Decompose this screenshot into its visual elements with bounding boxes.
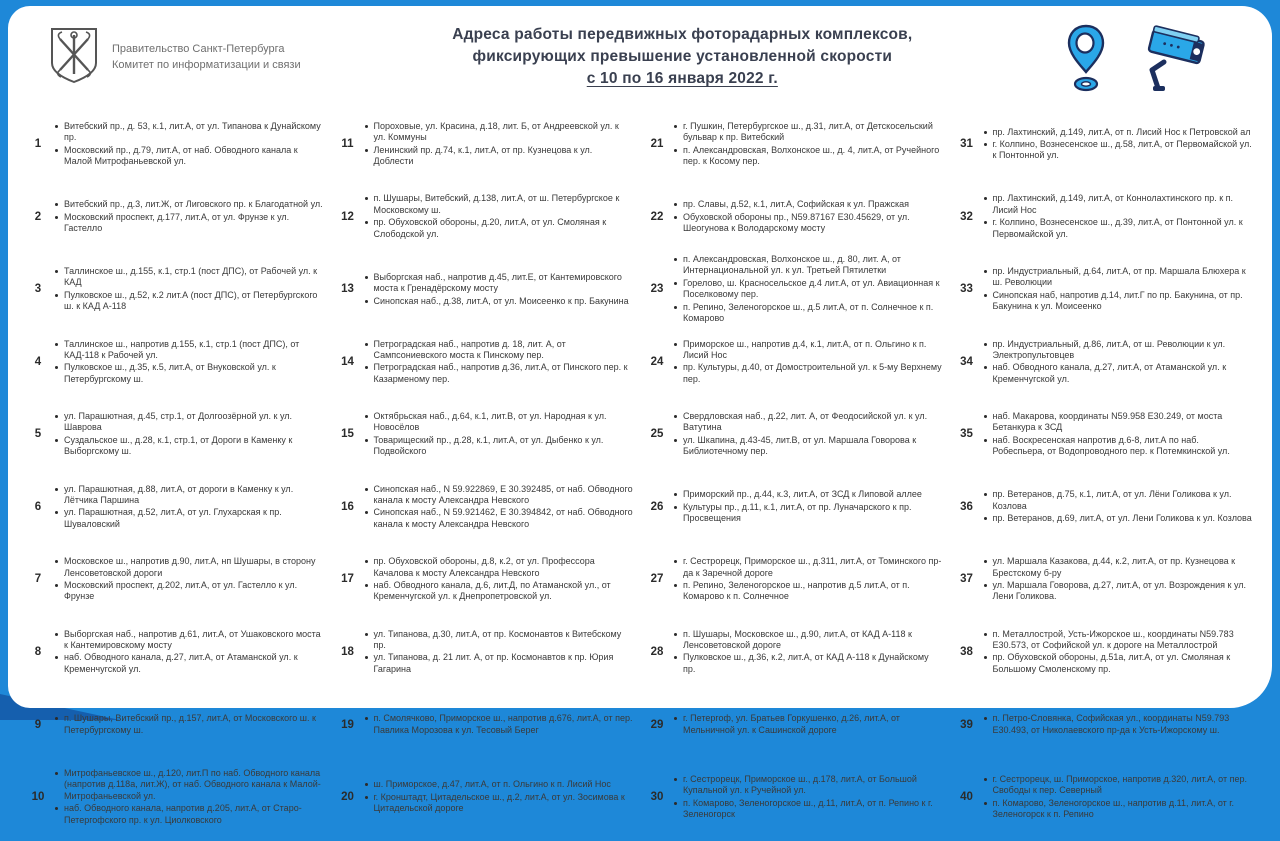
entry <box>338 712 634 737</box>
address-item: г. Петергоф, ул. Братьев Горкушенко, д.26, лит.А, от Мельничной ул. к Сашинской дороге <box>672 713 943 736</box>
address-item: ул. Типанова, д. 21 лит. А, от пр. Космонавтов к пр. Юрия Гагарина <box>363 652 634 675</box>
address-item: Приморский пр., д.44, к.3, лит.А, от ЗСД к Липовой аллее <box>672 489 943 500</box>
entry-address-list <box>53 410 324 459</box>
entry-number: 30 <box>650 791 664 804</box>
entry-address-list <box>53 628 324 677</box>
entry <box>338 192 634 241</box>
address-item: наб. Обводного канала, д.27, лит.А, от Атаманской ул. к Кременчугской ул. <box>982 362 1253 385</box>
entry-address-list <box>53 338 324 387</box>
entry-address-list <box>53 120 324 169</box>
entry-number: 40 <box>960 791 973 804</box>
address-item: ул. Маршала Казакова, д.44, к.2, лит.А, от пр. Кузнецова к Брестскому б-ру <box>982 556 1253 579</box>
address-item: Синопская наб., д.38, лит.А, от ул. Моисеенко к пр. Бакунина <box>363 296 634 307</box>
address-item: пр. Ветеранов, д.75, к.1, лит.А, от ул. Лёни Голикова к ул. Козлова <box>982 489 1253 512</box>
entry <box>647 488 943 525</box>
entry <box>28 712 324 737</box>
entry <box>338 555 634 604</box>
entry-address-list <box>363 192 634 241</box>
entry <box>957 712 1253 737</box>
address-item: Выборгская наб., напротив д.61, лит.А, от Ушаковского моста к Кантемировскому мосту <box>53 629 324 652</box>
entry-address-list <box>363 338 634 387</box>
entry <box>28 198 324 235</box>
address-item: п. Металлострой, Усть-Ижорское ш., координаты N59.783 E30.573, от Софийской ул. к дороге на Металлострой <box>982 629 1253 652</box>
address-item: Октябрьская наб., д.64, к.1, лит.В, от ул. Народная к ул. Новосёлов <box>363 411 634 434</box>
entry <box>647 338 943 387</box>
address-item: г. Колпино, Вознесенское ш., д.58, лит.А, от Первомайской ул. к Понтонной ул. <box>982 139 1253 162</box>
content-card <box>8 6 1272 825</box>
entry-number: 15 <box>341 428 354 441</box>
address-item: г. Сестрорецк, Приморское ш., д.311, лит.А, от Томинского пр-да к Заречной дороге <box>672 556 943 579</box>
entry-number: 10 <box>31 791 45 804</box>
title-line2: фиксирующих превышение установленной скорости <box>472 48 893 65</box>
address-item: ул. Маршала Говорова, д.27, лит.А, от ул. Возрождения к ул. Лени Голикова. <box>982 580 1253 603</box>
address-item: Витебский пр., д.3, лит.Ж, от Лиговского пр. к Благодатной ул. <box>53 199 324 210</box>
address-item: Петроградская наб., напротив д. 18, лит. А, от Сампсониевского моста к Пинскому пер. <box>363 339 634 362</box>
entry-address-list <box>672 628 943 677</box>
entry-number: 39 <box>960 718 973 731</box>
entry <box>338 410 634 459</box>
entry-address-list <box>363 410 634 459</box>
address-item: п. Шушары, Витебский, д.138, лит.А, от ш. Петербургское к Московскому ш. <box>363 193 634 216</box>
address-item: п. Шушары, Московское ш., д.90, лит.А, от КАД А-118 к Ленсоветовской дороге <box>672 629 943 652</box>
entry <box>957 265 1253 314</box>
address-item: Московский проспект, д.202, лит.А, от ул. Гастелло к ул. Фрунзе <box>53 580 324 603</box>
entry-address-list <box>982 410 1253 459</box>
address-item: г. Пушкин, Петербургское ш., д.31, лит.А, от Детскосельский бульвар к пр. Витебский <box>672 121 943 144</box>
address-item: Синопская наб., N 59.922869, E 30.392485, от наб. Обводного канала к мосту Александра Невского <box>363 484 634 507</box>
entry-address-list <box>672 120 943 169</box>
address-item: пр. Культуры, д.40, от Домостроительной ул. к 5-му Верхнему пер. <box>672 362 943 385</box>
address-item: пр. Лахтинский, д.149, лит.А, от п. Лисий Нос к Петровской ал <box>982 127 1253 138</box>
org-line1: Правительство Санкт-Петербурга <box>112 42 285 55</box>
entry-number: 21 <box>650 138 664 151</box>
entry-address-list <box>53 555 324 604</box>
address-item: Приморское ш., напротив д.4, к.1, лит.А, от п. Ольгино к п. Лисий Нос <box>672 339 943 362</box>
entry-number: 12 <box>341 210 354 223</box>
address-item: п. Комарово, Зеленогорское ш., напротив д.11, лит.А, от г. Зеленогорск к п. Репино <box>982 798 1253 821</box>
location-pin-icon <box>1064 22 1108 99</box>
entry <box>957 488 1253 525</box>
entry <box>338 778 634 815</box>
address-item: п. Смолячково, Приморское ш., напротив д.676, лит.А, от пер. Павлика Морозова к ул. Тесовый Берег <box>363 713 634 736</box>
entry-address-list <box>672 338 943 387</box>
entry <box>28 410 324 459</box>
entry-number: 33 <box>960 283 973 296</box>
entry-address-list <box>672 198 943 235</box>
entry-address-list <box>363 271 634 308</box>
entry <box>957 773 1253 822</box>
address-item: Пулковское ш., д.52, к.2 лит.А (пост ДПС), от Петербургского ш. к КАД А-118 <box>53 290 324 313</box>
entry <box>28 767 324 827</box>
address-item: Свердловская наб., д.22, лит. А, от Феодосийской ул. к ул. Ватутина <box>672 411 943 434</box>
entry-address-list <box>363 778 634 815</box>
address-item: п. Александровская, Волхонское ш., д. 80, лит. А, от Интернациональной ул. к ул. Третьей Пятилетки <box>672 254 943 277</box>
address-item: ул. Парашютная, д.52, лит.А, от ул. Глухарская к пр. Шуваловский <box>53 507 324 530</box>
entry <box>647 773 943 822</box>
entry <box>338 338 634 387</box>
entry-address-list <box>982 265 1253 314</box>
entry <box>28 338 324 387</box>
entry-number: 17 <box>341 573 354 586</box>
entry-address-list <box>363 628 634 677</box>
spb-government-logo <box>48 26 100 89</box>
entry-number: 2 <box>34 210 42 223</box>
entry <box>957 410 1253 459</box>
address-item: Пулковское ш., д.35, к.5, лит.А, от Внуковской ул. к Петербургскому ш. <box>53 362 324 385</box>
address-item: Выборгская наб., напротив д.45, лит.Е, от Кантемировского моста к Гренадёрскому мосту <box>363 272 634 295</box>
address-item: наб. Обводного канала, напротив д.205, лит.А, от Старо-Петергофского пр. к ул. Циолковского <box>53 803 324 826</box>
address-item: наб. Обводного канала, д.27, лит.А, от Атаманской ул. к Кременчугской ул. <box>53 652 324 675</box>
address-item: Обуховской обороны пр., N59.87167 E30.45629, от ул. Шеогунова к Володарскому мосту <box>672 212 943 235</box>
entry-number: 38 <box>960 645 973 658</box>
address-item: пр. Ветеранов, д.69, лит.А, от ул. Лени Голикова к ул. Козлова <box>982 513 1253 524</box>
entry-address-list <box>363 555 634 604</box>
entry-address-list <box>363 712 634 737</box>
entry-number: 23 <box>650 283 664 296</box>
entry <box>338 120 634 169</box>
entry-number: 34 <box>960 355 973 368</box>
entry-number: 25 <box>650 428 664 441</box>
entry-address-list <box>982 126 1253 163</box>
entry-number: 27 <box>650 573 664 586</box>
cctv-camera-icon <box>1134 22 1218 99</box>
entry <box>28 265 324 314</box>
address-item: наб. Воскресенская напротив д.6-8, лит.А по наб. Робеспьера, от Водопроводного пер. к Потемкинской ул. <box>982 435 1253 458</box>
entry-address-list <box>672 773 943 822</box>
entry <box>338 628 634 677</box>
entry-address-list <box>982 488 1253 525</box>
address-item: п. Репино, Зеленогорское ш., д.5 лит.А, от п. Солнечное к п. Комарово <box>672 302 943 325</box>
address-item: пр. Лахтинский, д.149, лит.А, от Коннолахтинского пр. к п. Лисий Нос <box>982 193 1253 216</box>
entry <box>957 555 1253 604</box>
address-item: Синопская наб., N 59.921462, E 30.394842, от наб. Обводного канала к мосту Александра Невского <box>363 507 634 530</box>
entry <box>647 198 943 235</box>
entry-number: 7 <box>34 573 42 586</box>
address-item: Митрофаньевское ш., д.120, лит.П по наб. Обводного канала (напротив д.118а, лит.Ж), от наб. Обводного канала к Малой-Митрофаньевской ул. <box>53 768 324 802</box>
entry-number: 4 <box>34 355 42 368</box>
entry-address-list <box>53 265 324 314</box>
entry-number: 11 <box>341 138 354 151</box>
entry-number: 22 <box>650 210 664 223</box>
address-item: наб. Макарова, координаты N59.958 E30.249, от моста Бетанкура к ЗСД <box>982 411 1253 434</box>
address-item: пр. Славы, д.52, к.1, лит.А, Софийская к ул. Пражская <box>672 199 943 210</box>
address-item: Культуры пр., д.11, к.1, лит.А, от пр. Луначарского к пр. Просвещения <box>672 502 943 525</box>
entry <box>28 483 324 532</box>
entry-number: 31 <box>960 138 973 151</box>
address-item: г. Сестрорецк, ш. Приморское, напротив д.320, лит.А, от пер. Свободы к пер. Северный <box>982 774 1253 797</box>
header-icons <box>1064 22 1218 99</box>
entry-address-list <box>982 192 1253 241</box>
entry-address-list <box>982 712 1253 737</box>
entries-grid <box>26 104 1254 841</box>
address-item: пр. Обуховской обороны, д.8, к.2, от ул. Профессора Качалова к мосту Александра Невского <box>363 556 634 579</box>
address-item: п. Репино, Зеленогорское ш., напротив д.5 лит.А, от п. Комарово к п. Солнечное <box>672 580 943 603</box>
header <box>26 6 1254 104</box>
address-item: п. Петро-Словянка, Софийская ул., координаты N59.793 E30.493, от Николаевского пр-да к Усть-Ижорскому ш. <box>982 713 1253 736</box>
entry-number: 9 <box>34 718 42 731</box>
address-item: Таллинское ш., д.155, к.1, стр.1 (пост ДПС), от Рабочей ул. к КАД <box>53 266 324 289</box>
entry <box>957 338 1253 387</box>
address-item: п. Шушары, Витебский пр., д.157, лит.А, от Московского ш. к Петербургскому ш. <box>53 713 324 736</box>
entry-number: 37 <box>960 573 973 586</box>
entry-number: 6 <box>34 500 42 513</box>
entry-address-list <box>53 767 324 827</box>
entry-address-list <box>672 253 943 326</box>
org-line2: Комитет по информатизации и связи <box>112 58 301 71</box>
address-item: наб. Обводного канала, д.6, лит.Д, по Атаманской ул., от Кременчугской ул. к Днепропетровской ул. <box>363 580 634 603</box>
address-item: Московский проспект, д.177, лит.А, от ул. Фрунзе к ул. Гастелло <box>53 212 324 235</box>
entry-number: 8 <box>34 645 42 658</box>
entry-address-list <box>363 483 634 532</box>
entry-number: 13 <box>341 283 354 296</box>
address-item: ул. Парашютная, д.45, стр.1, от Долгоозёрной ул. к ул. Шаврова <box>53 411 324 434</box>
entry <box>28 628 324 677</box>
entry-number: 29 <box>650 718 664 731</box>
address-item: г. Колпино, Вознесенское ш., д.39, лит.А, от Понтонной ул. к Первомайской ул. <box>982 217 1253 240</box>
entry-number: 24 <box>650 355 664 368</box>
address-item: г. Кронштадт, Цитадельское ш., д.2, лит.А, от ул. Зосимова к Цитадельской дороге <box>363 792 634 815</box>
address-item: пр. Индустриальный, д.64, лит.А, от пр. Маршала Блюхера к ш. Революции <box>982 266 1253 289</box>
entry <box>28 555 324 604</box>
address-item: ул. Шкапина, д.43-45, лит.В, от ул. Маршала Говорова к Библиотечному пер. <box>672 435 943 458</box>
entry-number: 14 <box>341 355 354 368</box>
address-item: ш. Приморское, д.47, лит.А, от п. Ольгино к п. Лисий Нос <box>363 779 634 790</box>
entry-address-list <box>672 488 943 525</box>
entry-number: 35 <box>960 428 973 441</box>
entry <box>647 120 943 169</box>
address-item: Московский пр., д.79, лит.А, от наб. Обводного канала к Малой Митрофаньевской ул. <box>53 145 324 168</box>
entry <box>647 555 943 604</box>
entry-number: 36 <box>960 500 973 513</box>
entry-address-list <box>53 483 324 532</box>
entry-number: 20 <box>341 791 354 804</box>
entry-address-list <box>982 773 1253 822</box>
address-item: Московское ш., напротив д.90, лит.А, нп Шушары, в сторону Ленсоветовской дороги <box>53 556 324 579</box>
entry <box>647 628 943 677</box>
entry-number: 5 <box>34 428 42 441</box>
address-item: пр. Индустриальный, д.86, лит.А, от ш. Революции к ул. Электропультовцев <box>982 339 1253 362</box>
entry-address-list <box>982 338 1253 387</box>
address-item: Пулковское ш., д.36, к.2, лит.А, от КАД А-118 к Дунайскому пр. <box>672 652 943 675</box>
address-item: Синопская наб, напротив д.14, лит.Г по пр. Бакунина, от пр. Бакунина к ул. Моисеенко <box>982 290 1253 313</box>
address-item: Пороховые, ул. Красина, д.18, лит. Б, от Андреевской ул. к ул. Коммуны <box>363 121 634 144</box>
address-item: ул. Типанова, д.30, лит.А, от пр. Космонавтов к Витебскому пр. <box>363 629 634 652</box>
title-date-range: с 10 по 16 января 2022 г. <box>586 70 778 87</box>
address-item: пр. Обуховской обороны, д.20, лит.А, от ул. Смоляная к Слободской ул. <box>363 217 634 240</box>
entry-address-list <box>363 120 634 169</box>
title-line1: Адреса работы передвижных фоторадарных комплексов, <box>452 26 913 43</box>
entry <box>28 120 324 169</box>
entry-number: 32 <box>960 210 973 223</box>
address-item: п. Комарово, Зеленогорское ш., д.11, лит.А, от п. Репино к г. Зеленогорск <box>672 798 943 821</box>
entry-address-list <box>672 555 943 604</box>
address-item: Петроградская наб., напротив д.36, лит.А, от Пинского пер. к Казарменому пер. <box>363 362 634 385</box>
org-block <box>48 26 301 89</box>
address-item: г. Сестрорецк, Приморское ш., д.178, лит.А, от Большой Купальной ул. к Ручейной ул. <box>672 774 943 797</box>
entry-address-list <box>982 555 1253 604</box>
entry-number: 1 <box>34 138 42 151</box>
address-item: Ленинский пр. д.74, к.1, лит.А, от пр. Кузнецова к ул. Доблести <box>363 145 634 168</box>
address-item: пр. Обуховской обороны, д.51а, лит.А, от ул. Смоляная к Большому Смоленскому пр. <box>982 652 1253 675</box>
entry-number: 16 <box>341 500 354 513</box>
address-item: Таллинское ш., напротив д.155, к.1, стр.1 (пост ДПС), от КАД-118 к Рабочей ул. <box>53 339 324 362</box>
entry <box>957 192 1253 241</box>
entry <box>647 712 943 737</box>
address-item: Горелово, ш. Красносельское д.4 лит.А, от ул. Авиационная к Поселковому пер. <box>672 278 943 301</box>
entry <box>338 271 634 308</box>
address-item: Витебский пр., д. 53, к.1, лит.А, от ул. Типанова к Дунайскому пр. <box>53 121 324 144</box>
address-item: Товарищеский пр., д.28, к.1, лит.А, от ул. Дыбенко к ул. Подвойского <box>363 435 634 458</box>
entry-address-list <box>672 410 943 459</box>
org-text <box>112 42 301 74</box>
entry <box>338 483 634 532</box>
entry <box>647 253 943 326</box>
entry <box>957 628 1253 677</box>
address-item: п. Александровская, Волхонское ш., д. 4, лит.А, от Ручейного пер. к Косому пер. <box>672 145 943 168</box>
entry-number: 3 <box>34 283 42 296</box>
entry-address-list <box>672 712 943 737</box>
page-title <box>452 24 912 90</box>
address-item: ул. Парашютная, д.88, лит.А, от дороги в Каменку к ул. Лётчика Паршина <box>53 484 324 507</box>
address-item: Суздальское ш., д.28, к.1, стр.1, от Дороги в Каменку к Выборгскому ш. <box>53 435 324 458</box>
entry-number: 18 <box>341 645 354 658</box>
entry-address-list <box>53 712 324 737</box>
entry-address-list <box>982 628 1253 677</box>
entry <box>647 410 943 459</box>
entry-number: 19 <box>341 718 354 731</box>
entry-address-list <box>53 198 324 235</box>
entry <box>957 126 1253 163</box>
entry-number: 28 <box>650 645 664 658</box>
entry-number: 26 <box>650 500 664 513</box>
